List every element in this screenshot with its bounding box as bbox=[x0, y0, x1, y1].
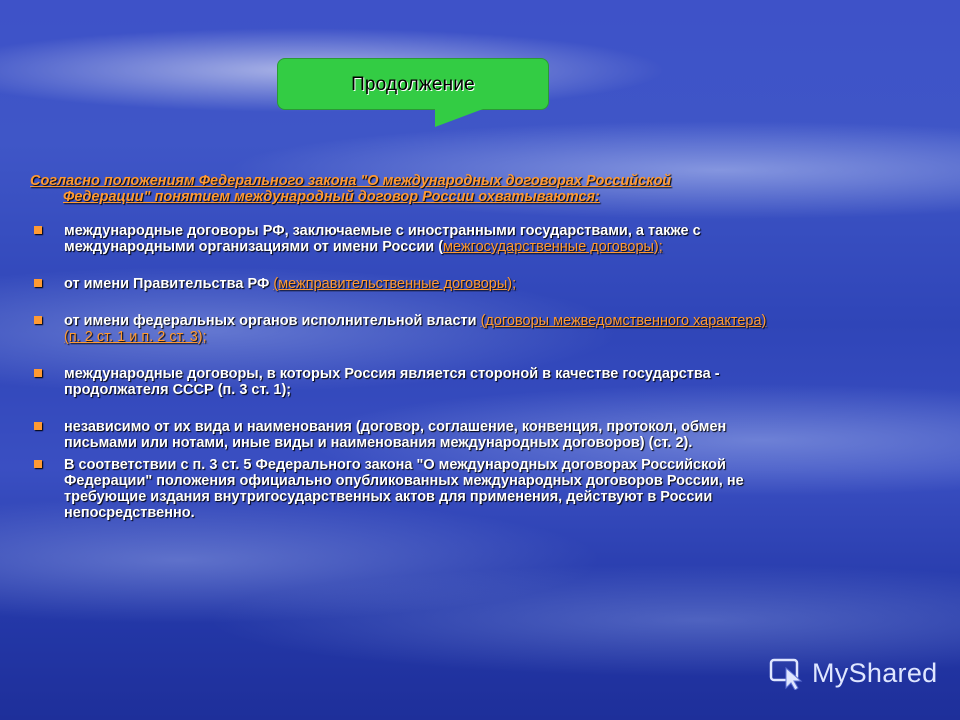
myshared-logo bbox=[768, 656, 940, 690]
list-item bbox=[30, 276, 785, 292]
item-text: международные договоры РФ, заключаемые с иностранными государствами, а также с международными организациями от имени России ( bbox=[64, 223, 701, 255]
square-bullet-icon bbox=[34, 316, 42, 324]
intro-line-2: Федерации" понятием международный договор России охватываются: bbox=[63, 189, 600, 205]
callout-label: Продолжение bbox=[351, 74, 475, 95]
item-text: В соответствии с п. 3 ст. 5 Федерального закона "О международных договорах Российской Федерации" положения официально опубликованных международных договоров России, не требующие издания внутригосударственных актов для применения, действуют в России непосредственно. bbox=[64, 457, 744, 521]
item-text: от имени федеральных органов исполнительной власти bbox=[64, 313, 481, 329]
bullet-list bbox=[30, 223, 785, 521]
intro-paragraph bbox=[30, 173, 785, 205]
continue-callout[interactable] bbox=[277, 58, 549, 110]
item-link[interactable]: межгосударственные договоры); bbox=[443, 239, 663, 255]
square-bullet-icon bbox=[34, 279, 42, 287]
callout-tail bbox=[435, 109, 483, 127]
list-item bbox=[30, 366, 785, 398]
item-text: международные договоры, в которых Россия является стороной в качестве государства - продолжателя СССР (п. 3 ст. 1); bbox=[64, 366, 720, 398]
square-bullet-icon bbox=[34, 422, 42, 430]
list-item bbox=[30, 223, 785, 255]
list-item bbox=[30, 419, 785, 451]
intro-line-1: Согласно положениям Федерального закона "О международных договорах Российской bbox=[30, 173, 672, 189]
logo-text: MyShared bbox=[812, 658, 938, 688]
logo-cursor-icon bbox=[768, 656, 808, 690]
item-link[interactable]: (межправительственные договоры); bbox=[273, 276, 517, 292]
item-text: независимо от их вида и наименования (договор, соглашение, конвенция, протокол, обмен письмами или нотами, иные виды и наименования международных договоров) (ст. 2). bbox=[64, 419, 727, 451]
item-link[interactable]: (договоры межведомственного характера) (п. 2 ст. 1 и п. 2 ст. 3); bbox=[64, 313, 767, 345]
item-text: от имени Правительства РФ bbox=[64, 276, 274, 292]
square-bullet-icon bbox=[34, 369, 42, 377]
list-item bbox=[30, 313, 785, 345]
list-item bbox=[30, 457, 785, 521]
square-bullet-icon bbox=[34, 460, 42, 468]
slide-content bbox=[30, 173, 785, 521]
square-bullet-icon bbox=[34, 226, 42, 234]
